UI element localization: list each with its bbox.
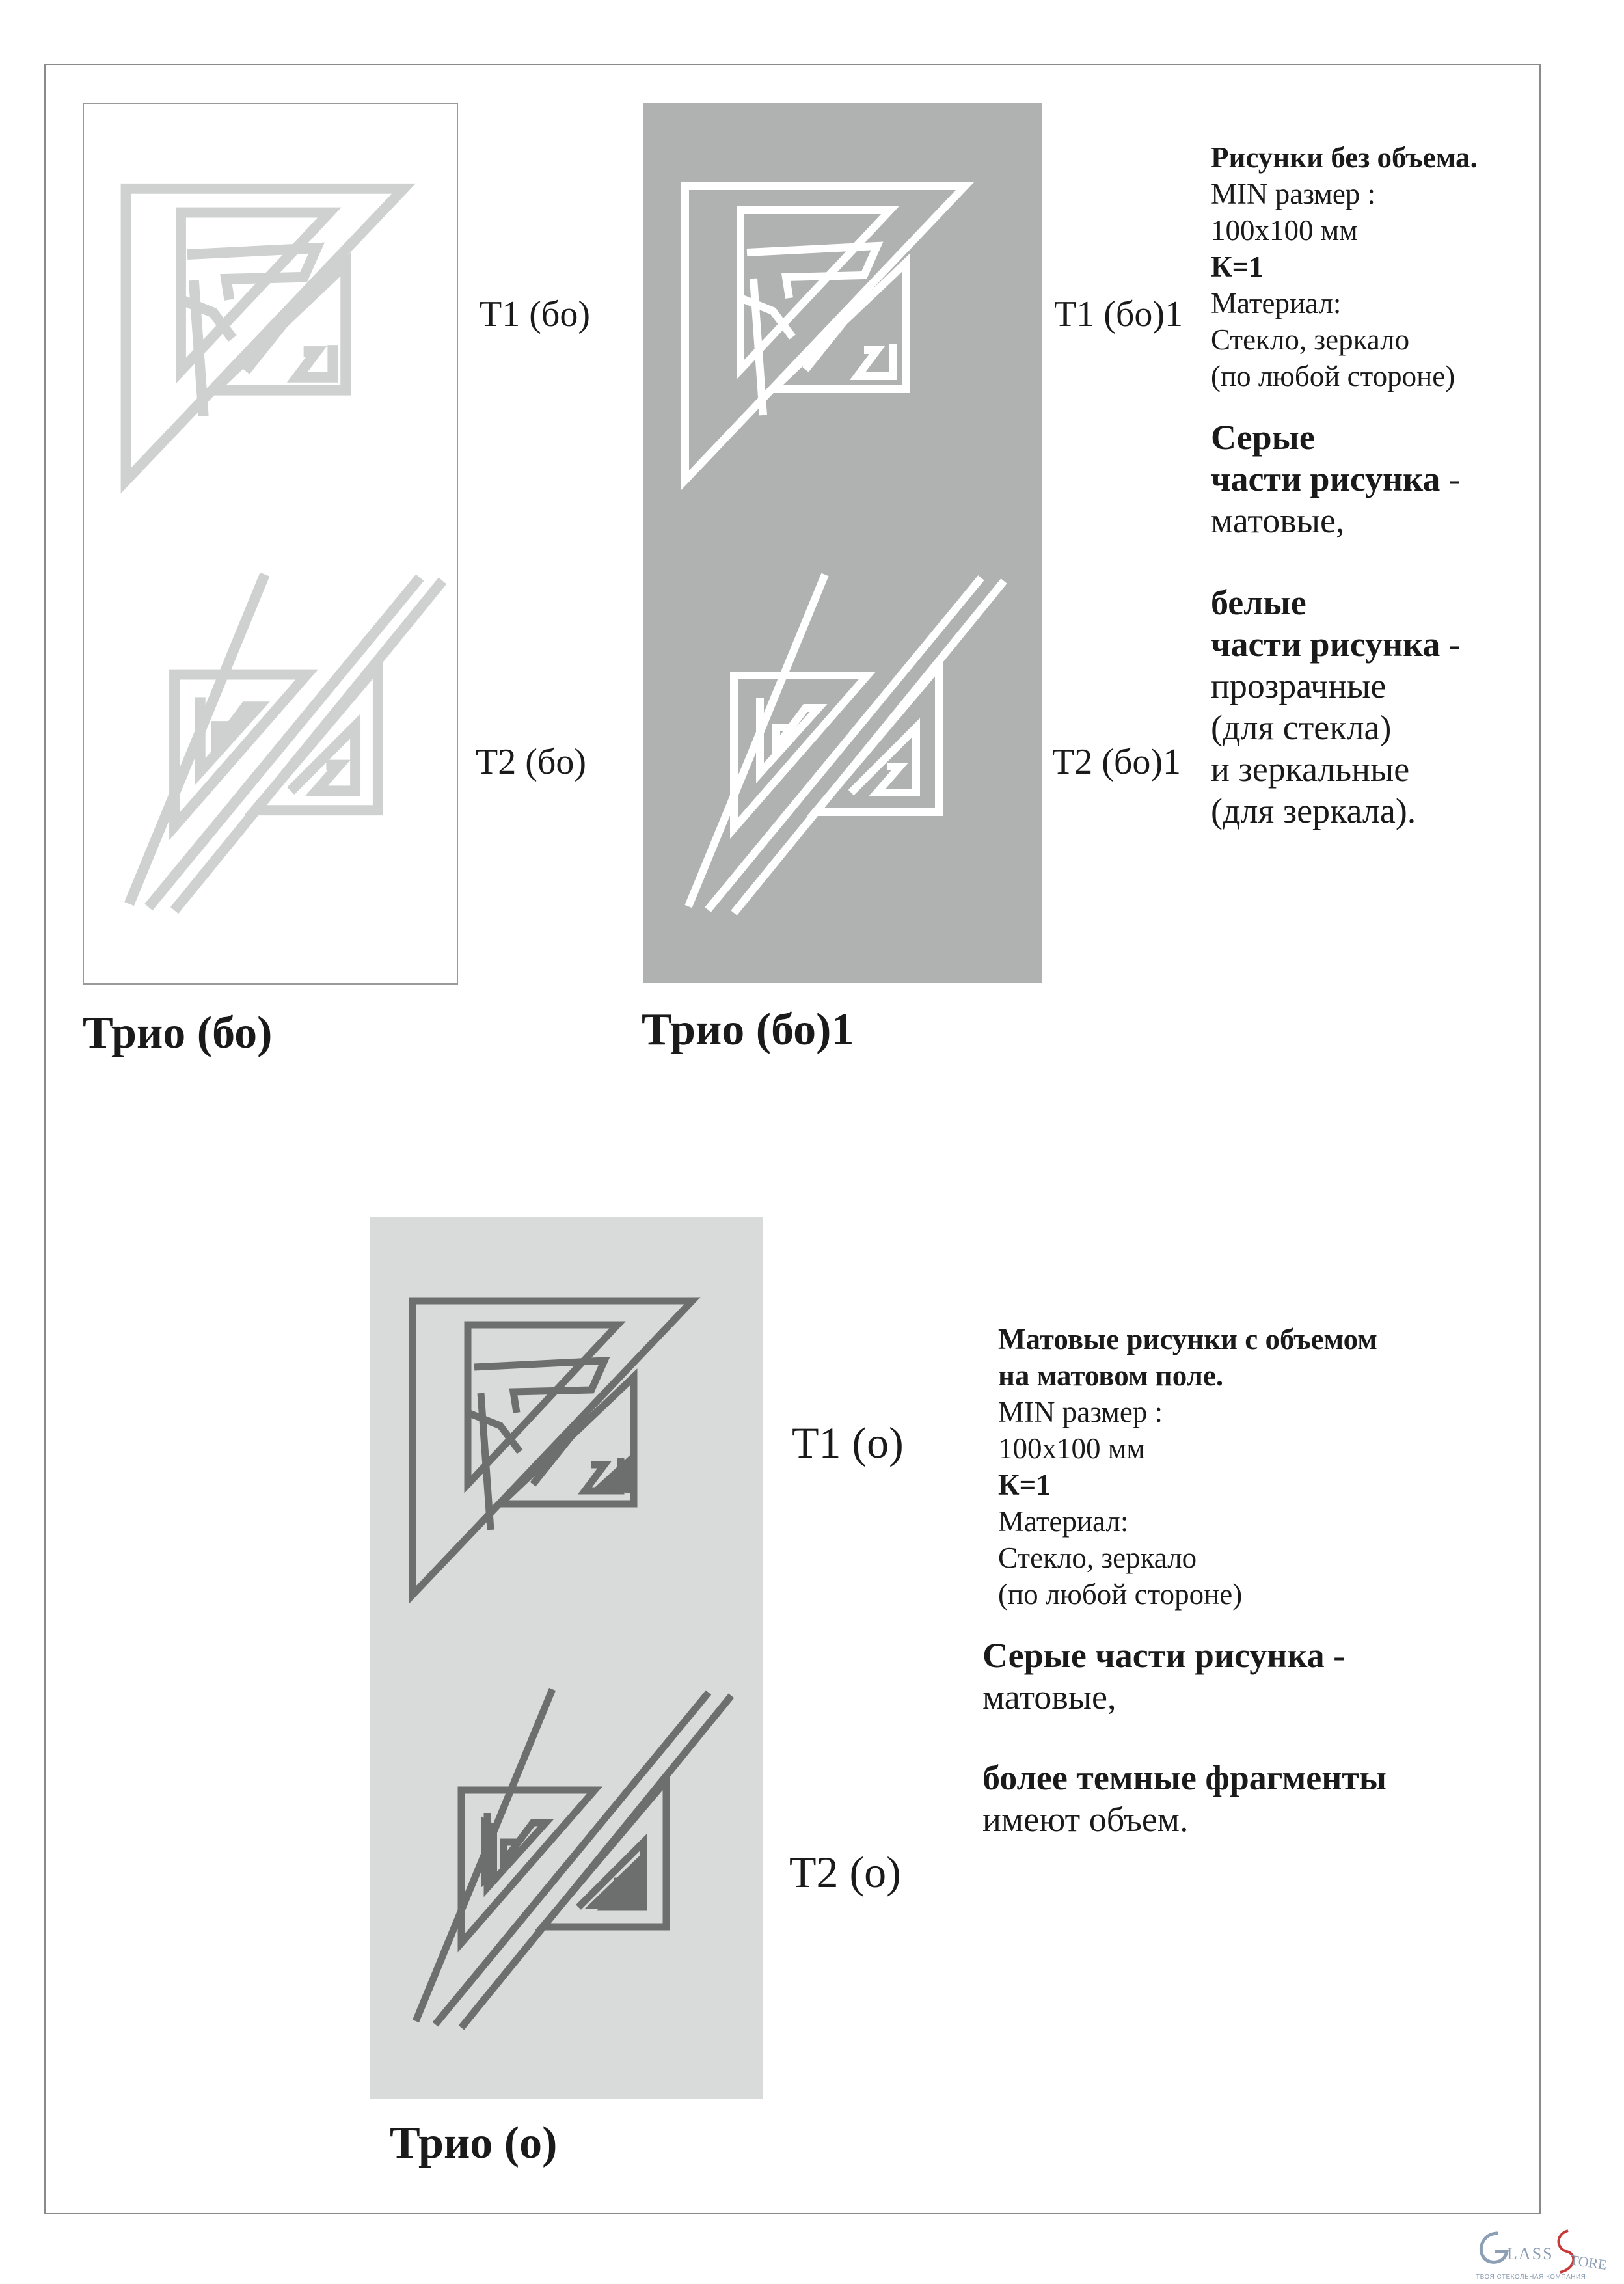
svg-text:TORE: TORE bbox=[1569, 2251, 1608, 2273]
desc-grey-desc: матовые, bbox=[982, 1678, 1116, 1717]
title-trio-bo1: Трио (бо)1 bbox=[642, 1005, 854, 1055]
desc-k: К=1 bbox=[1211, 251, 1264, 283]
title-trio-bo: Трио (бо) bbox=[83, 1008, 273, 1058]
desc-dark-desc: имеют объем. bbox=[982, 1800, 1189, 1839]
glass-store-logo bbox=[1472, 2225, 1620, 2281]
desc-min-size-label: MIN размер : bbox=[1211, 178, 1376, 210]
dash: - bbox=[1440, 625, 1461, 664]
design-panel-trio-bo1 bbox=[643, 103, 1042, 983]
design-panel-trio-o bbox=[370, 1217, 763, 2099]
desc-white-title-line bbox=[1211, 623, 1478, 665]
desc-white-title-1: белые bbox=[1211, 583, 1306, 622]
desc-material-label: Материал: bbox=[998, 1505, 1129, 1538]
desc-white-title-2: части рисунка bbox=[1211, 625, 1441, 664]
ornament-graphic bbox=[84, 104, 457, 983]
design-panel-trio-bo bbox=[83, 103, 458, 985]
desc-grey-line bbox=[982, 1635, 1387, 1676]
desc-grey-title: Серые части рисунка bbox=[982, 1636, 1325, 1675]
desc-white-desc-4: (для зеркала). bbox=[1211, 791, 1416, 830]
label-t2-bo: Т2 (бо) bbox=[476, 742, 586, 782]
label-t1-bo: Т1 (бо) bbox=[480, 294, 590, 334]
desc-white-desc-2: (для стекла) bbox=[1211, 708, 1392, 747]
label-t2-bo1: Т2 (бо)1 bbox=[1052, 742, 1181, 782]
desc-material-value: Стекло, зеркало bbox=[998, 1542, 1197, 1574]
desc-min-size-value: 100х100 мм bbox=[998, 1432, 1145, 1465]
svg-text:LASS: LASS bbox=[1507, 2244, 1554, 2263]
desc-k: К=1 bbox=[998, 1469, 1051, 1501]
label-t2-o: Т2 (о) bbox=[789, 1847, 901, 1897]
desc-material-value: Стекло, зеркало bbox=[1211, 323, 1410, 356]
desc-heading-1: Матовые рисунки с объемом bbox=[998, 1323, 1377, 1355]
dash: - bbox=[1324, 1636, 1346, 1675]
svg-text:ТВОЯ СТЕКОЛЬНАЯ КОМПАНИЯ: ТВОЯ СТЕКОЛЬНАЯ КОМПАНИЯ bbox=[1476, 2274, 1586, 2281]
label-t1-o: Т1 (о) bbox=[792, 1418, 904, 1467]
desc-white-desc-3: и зеркальные bbox=[1211, 750, 1410, 789]
dash: - bbox=[1440, 459, 1461, 498]
desc-dark-title: более темные фрагменты bbox=[982, 1758, 1387, 1797]
description-bottom bbox=[982, 1321, 1387, 1840]
desc-min-size-value: 100х100 мм bbox=[1211, 214, 1358, 247]
desc-min-size-label: MIN размер : bbox=[998, 1396, 1163, 1428]
desc-grey-desc: матовые, bbox=[1211, 501, 1345, 540]
desc-heading-2: на матовом поле. bbox=[998, 1359, 1224, 1392]
desc-side-note: (по любой стороне) bbox=[1211, 360, 1455, 392]
description-top bbox=[1211, 139, 1478, 832]
desc-grey-title-line bbox=[1211, 458, 1478, 500]
ornament-graphic bbox=[643, 103, 1042, 983]
desc-side-note: (по любой стороне) bbox=[998, 1578, 1243, 1611]
desc-grey-title-1: Серые bbox=[1211, 418, 1315, 457]
label-t1-bo1: Т1 (бо)1 bbox=[1054, 294, 1183, 334]
desc-white-desc-1: прозрачные bbox=[1211, 666, 1387, 705]
ornament-graphic bbox=[370, 1217, 763, 2099]
title-trio-o: Трио (о) bbox=[390, 2118, 558, 2168]
desc-grey-title-2: части рисунка bbox=[1211, 459, 1441, 498]
desc-heading: Рисунки без объема. bbox=[1211, 141, 1478, 174]
desc-material-label: Материал: bbox=[1211, 287, 1342, 319]
